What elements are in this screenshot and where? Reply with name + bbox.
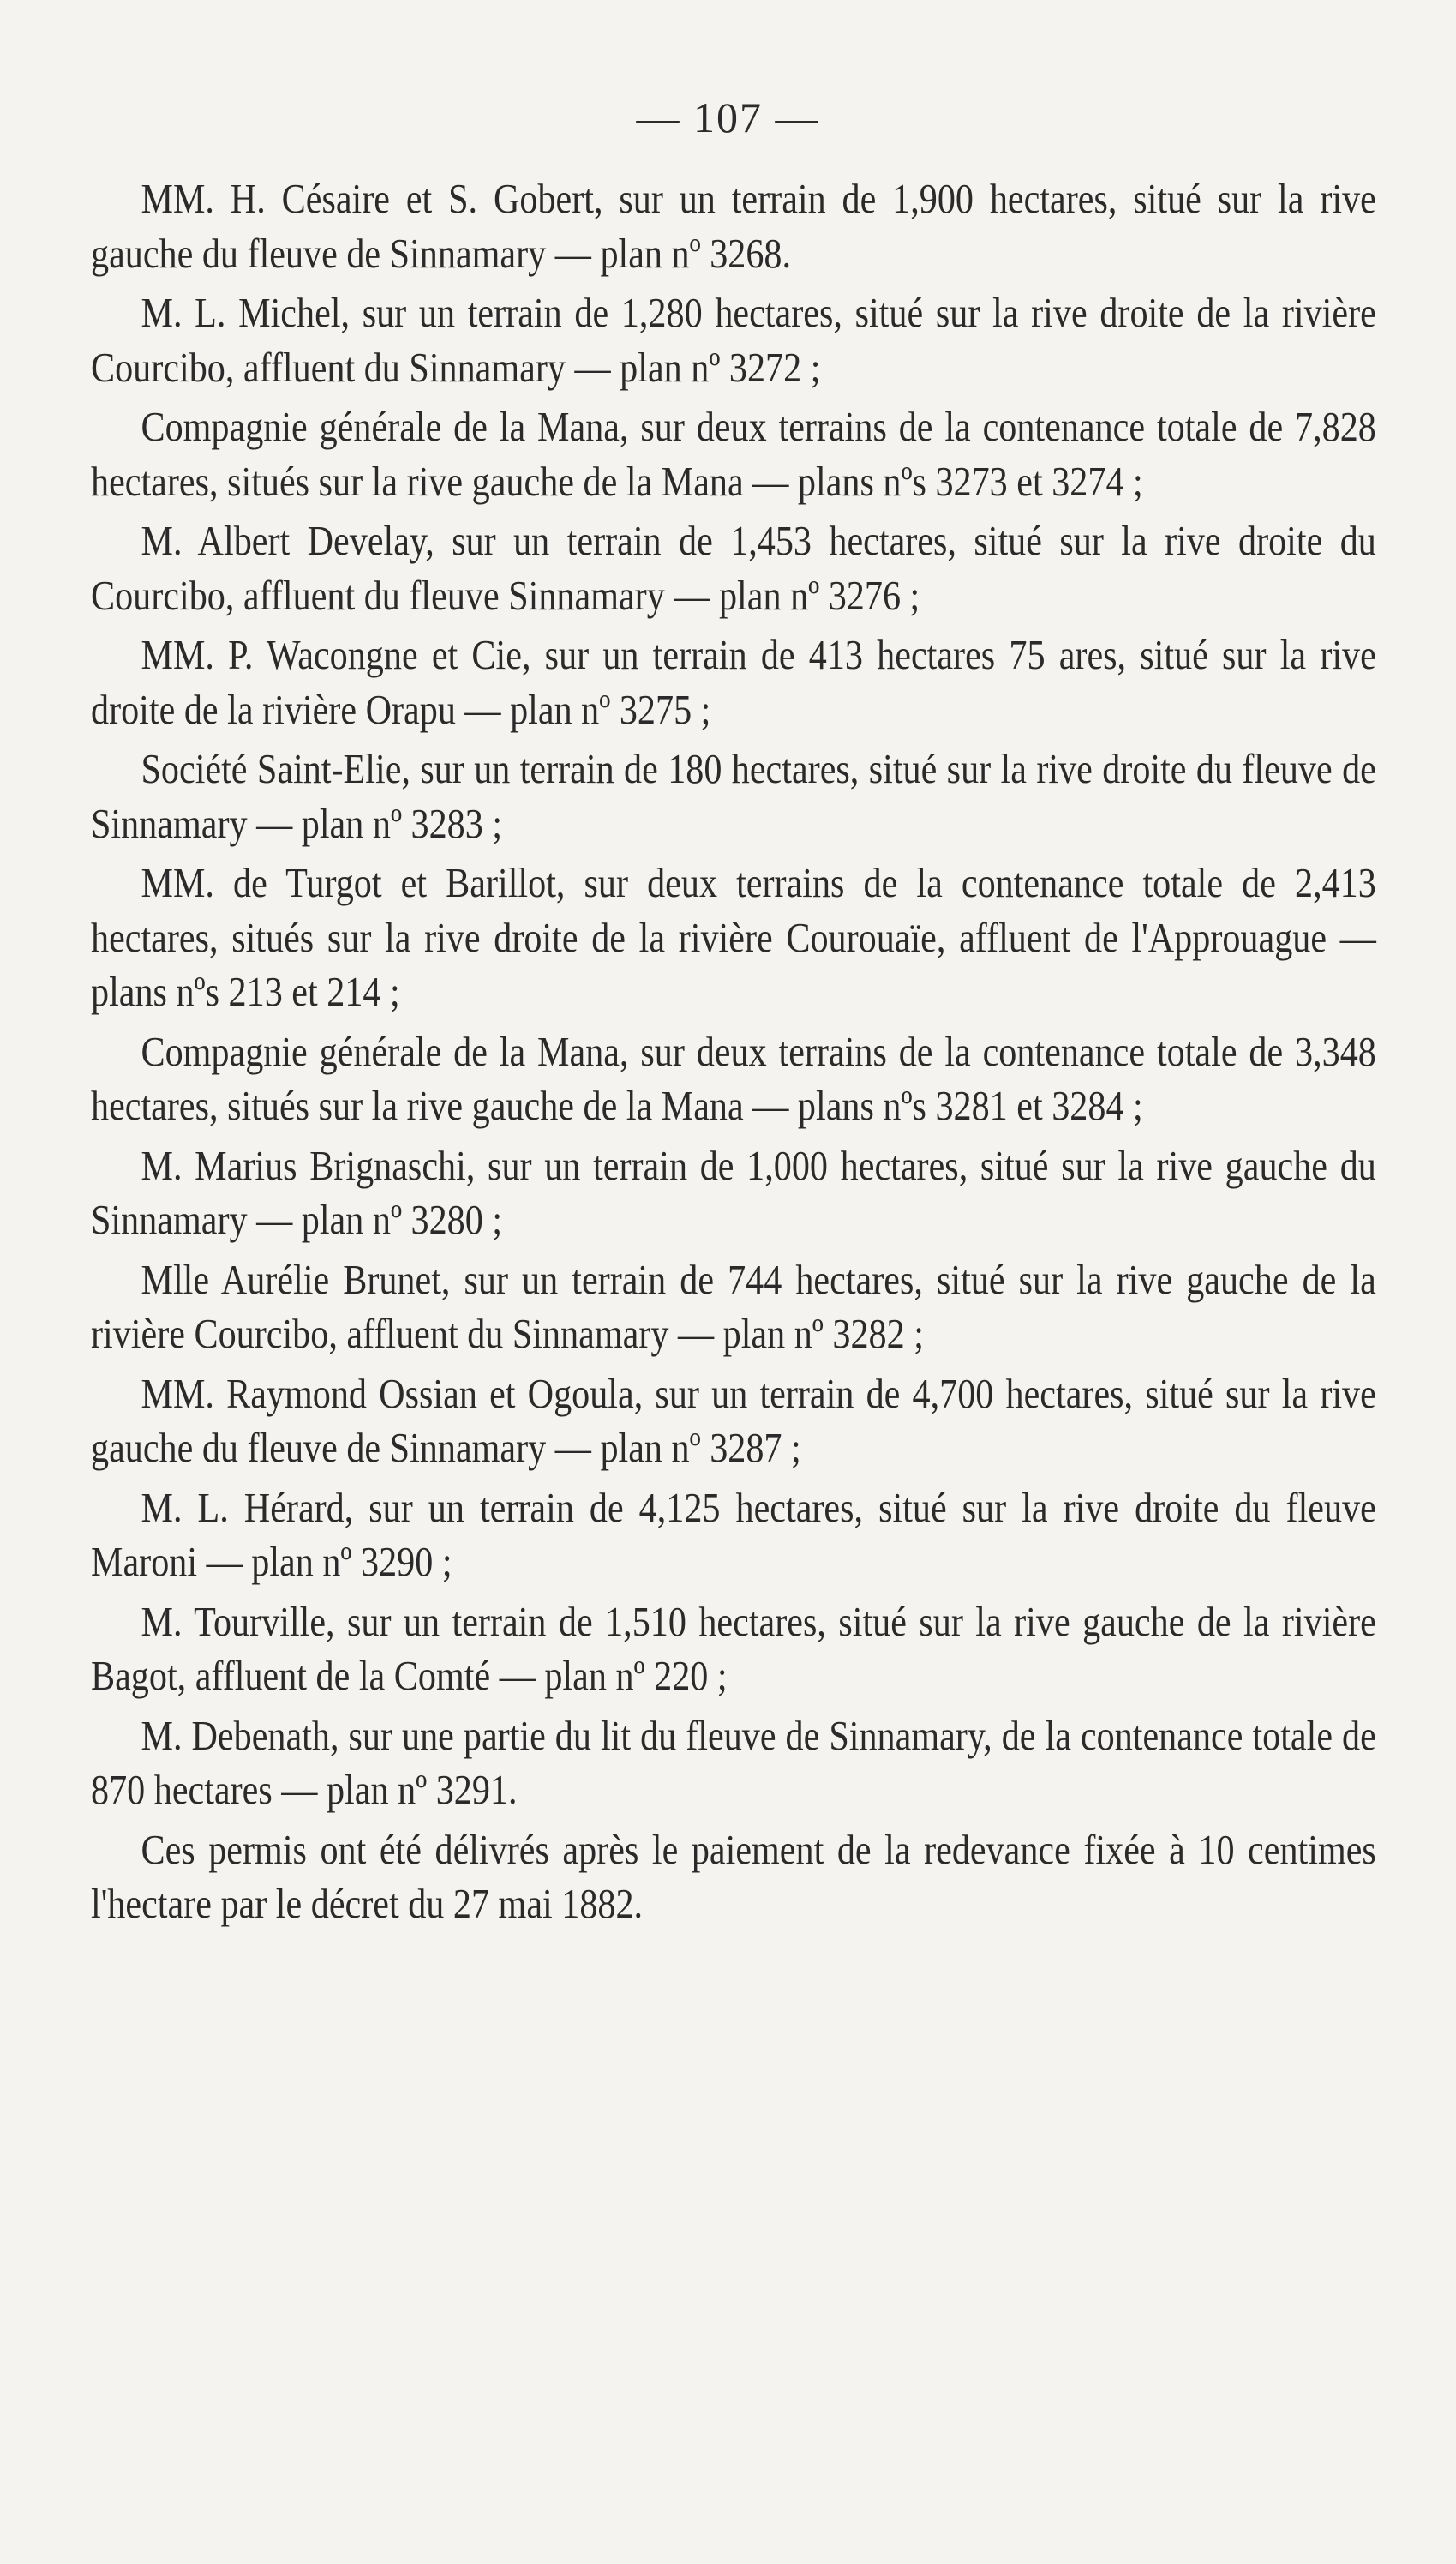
paragraph: M. L. Michel, sur un terrain de 1,280 hectares, situé sur la rive droite de la rivière Courcibo, affluent du Sinnamary — plan nº 3272 ; xyxy=(91,289,1376,391)
paragraph: MM. de Turgot et Barillot, sur deux terrains de la contenance totale de 2,413 hectares, situés sur la rive droite de la rivière Courouaïe, affluent de l'Approuague — plans nºs 213 et 214 ; xyxy=(91,859,1376,1015)
paragraph: Société Saint-Elie, sur un terrain de 180 hectares, situé sur la rive droite du fleuve de Sinnamary — plan nº 3283 ; xyxy=(91,745,1376,847)
paragraph: Compagnie générale de la Mana, sur deux terrains de la contenance totale de 3,348 hectares, situés sur la rive gauche de la Mana — plans nºs 3281 et 3284 ; xyxy=(91,1027,1376,1129)
paragraph: MM. P. Wacongne et Cie, sur un terrain de 413 hectares 75 ares, situé sur la rive droite de la rivière Orapu — plan nº 3275 ; xyxy=(91,631,1376,733)
paragraph: M. Tourville, sur un terrain de 1,510 hectares, situé sur la rive gauche de la rivière Bagot, affluent de la Comté — plan nº 220 ; xyxy=(91,1597,1376,1699)
paragraph: MM. H. Césaire et S. Gobert, sur un terrain de 1,900 hectares, situé sur la rive gauche du fleuve de Sinnamary — plan nº 3268. xyxy=(91,175,1376,277)
page-number: — 107 — xyxy=(636,93,820,141)
paragraph: Mlle Aurélie Brunet, sur un terrain de 744 hectares, situé sur la rive gauche de la rivière Courcibo, affluent du Sinnamary — plan nº 3282 ; xyxy=(91,1255,1376,1357)
paragraph: M. Albert Develay, sur un terrain de 1,453 hectares, situé sur la rive droite du Courcibo, affluent du fleuve Sinnamary — plan nº 3276 ; xyxy=(91,517,1376,619)
paragraph: M. Marius Brignaschi, sur un terrain de 1,000 hectares, situé sur la rive gauche du Sinnamary — plan nº 3280 ; xyxy=(91,1141,1376,1243)
paragraph: M. L. Hérard, sur un terrain de 4,125 hectares, situé sur la rive droite du fleuve Maroni — plan nº 3290 ; xyxy=(91,1483,1376,1585)
paragraph: Compagnie générale de la Mana, sur deux terrains de la contenance totale de 7,828 hectares, situés sur la rive gauche de la Mana — plans nºs 3273 et 3274 ; xyxy=(91,403,1376,505)
paragraph: M. Debenath, sur une partie du lit du fleuve de Sinnamary, de la contenance totale de 870 hectares — plan nº 3291. xyxy=(91,1711,1376,1813)
paragraph: MM. Raymond Ossian et Ogoula, sur un terrain de 4,700 hectares, situé sur la rive gauche du fleuve de Sinnamary — plan nº 3287 ; xyxy=(91,1369,1376,1471)
body-text xyxy=(91,171,1376,1931)
paragraph: Ces permis ont été délivrés après le paiement de la redevance fixée à 10 centimes l'hectare par le décret du 27 mai 1882. xyxy=(91,1825,1376,1927)
